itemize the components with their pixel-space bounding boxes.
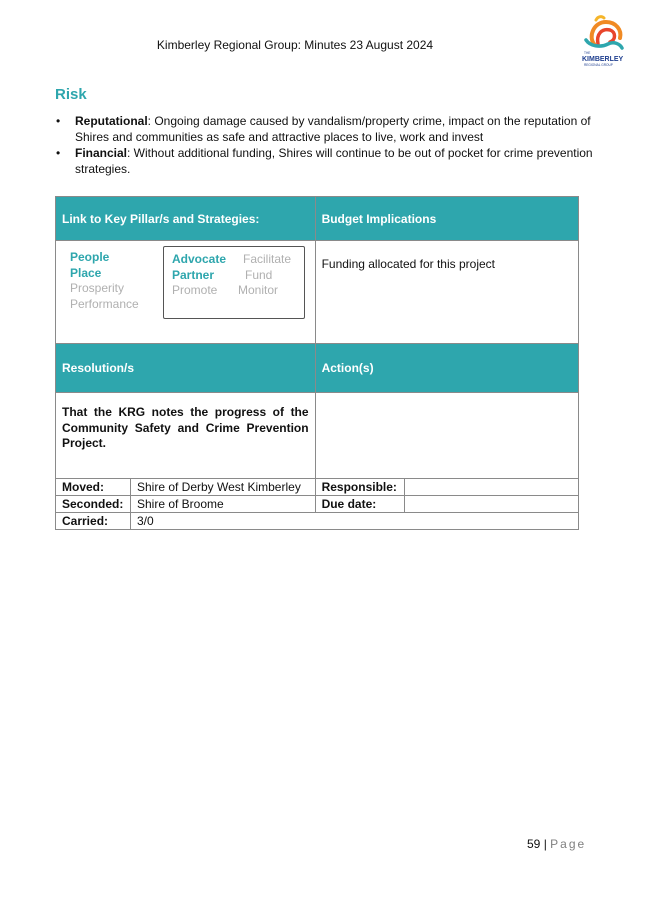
moved-value: Shire of Derby West Kimberley [130, 479, 315, 496]
page-footer [527, 837, 586, 851]
pillars-cell [56, 241, 316, 344]
risk-item-reputational [55, 113, 600, 145]
responsible-label: Responsible: [315, 479, 404, 496]
pillar-prosperity: Prosperity [70, 281, 125, 295]
pillar-people: People [70, 250, 110, 264]
risk-text: : Ongoing damage caused by vandalism/property crime, impact on the reputation of Shires and communities as safe and attractive places to live, work and invest [75, 114, 591, 144]
logo-the: THE [584, 51, 591, 55]
responsible-value [404, 479, 578, 496]
due-date-value [404, 496, 578, 513]
page-word: Page [550, 837, 587, 851]
logo-regional-group: REGIONAL GROUP [584, 63, 613, 67]
role-promote: Promote [172, 283, 218, 297]
actions-header: Action(s) [315, 344, 578, 393]
resolution-header: Resolution/s [56, 344, 316, 393]
page-number: 59 [527, 837, 541, 851]
due-date-label: Due date: [315, 496, 404, 513]
actions-cell [315, 393, 578, 479]
pillars-header: Link to Key Pillar/s and Strategies: [56, 197, 316, 241]
moved-label: Moved: [56, 479, 131, 496]
risk-label: Financial [75, 146, 128, 160]
bullet-icon: • [56, 146, 61, 160]
kimberley-logo [580, 14, 628, 68]
resolution-text: That the KRG notes the progress of the Community Safety and Crime Prevention Project. [56, 393, 316, 479]
budget-text: Funding allocated for this project [315, 241, 578, 344]
page-separator: | [543, 837, 547, 851]
carried-value: 3/0 [130, 513, 578, 530]
seconded-value: Shire of Broome [130, 496, 315, 513]
role-fund: Fund [245, 267, 273, 282]
role-partner: Partner [172, 267, 215, 282]
budget-header: Budget Implications [315, 197, 578, 241]
bullet-icon: • [56, 114, 61, 128]
carried-label: Carried: [56, 513, 131, 530]
logo-kimberley: KIMBERLEY [582, 56, 624, 63]
kimberley-logo-icon [580, 14, 628, 68]
role-monitor: Monitor [238, 283, 279, 297]
risk-list [55, 113, 600, 177]
pillar-performance: Performance [70, 296, 139, 311]
risk-text: : Without additional funding, Shires will continue to be out of pocket for crime prevention strategies. [75, 146, 593, 176]
resolution-table [55, 196, 579, 530]
role-box [163, 246, 305, 319]
role-facilitate: Facilitate [243, 252, 292, 266]
pillar-place: Place [70, 265, 102, 280]
page-header: Kimberley Regional Group: Minutes 23 August 2024 [156, 38, 434, 52]
risk-label: Reputational [75, 114, 148, 128]
risk-item-financial [55, 145, 600, 177]
pillars-list [70, 250, 139, 312]
seconded-label: Seconded: [56, 496, 131, 513]
risk-heading: Risk [55, 86, 87, 103]
role-advocate: Advocate [172, 252, 227, 266]
